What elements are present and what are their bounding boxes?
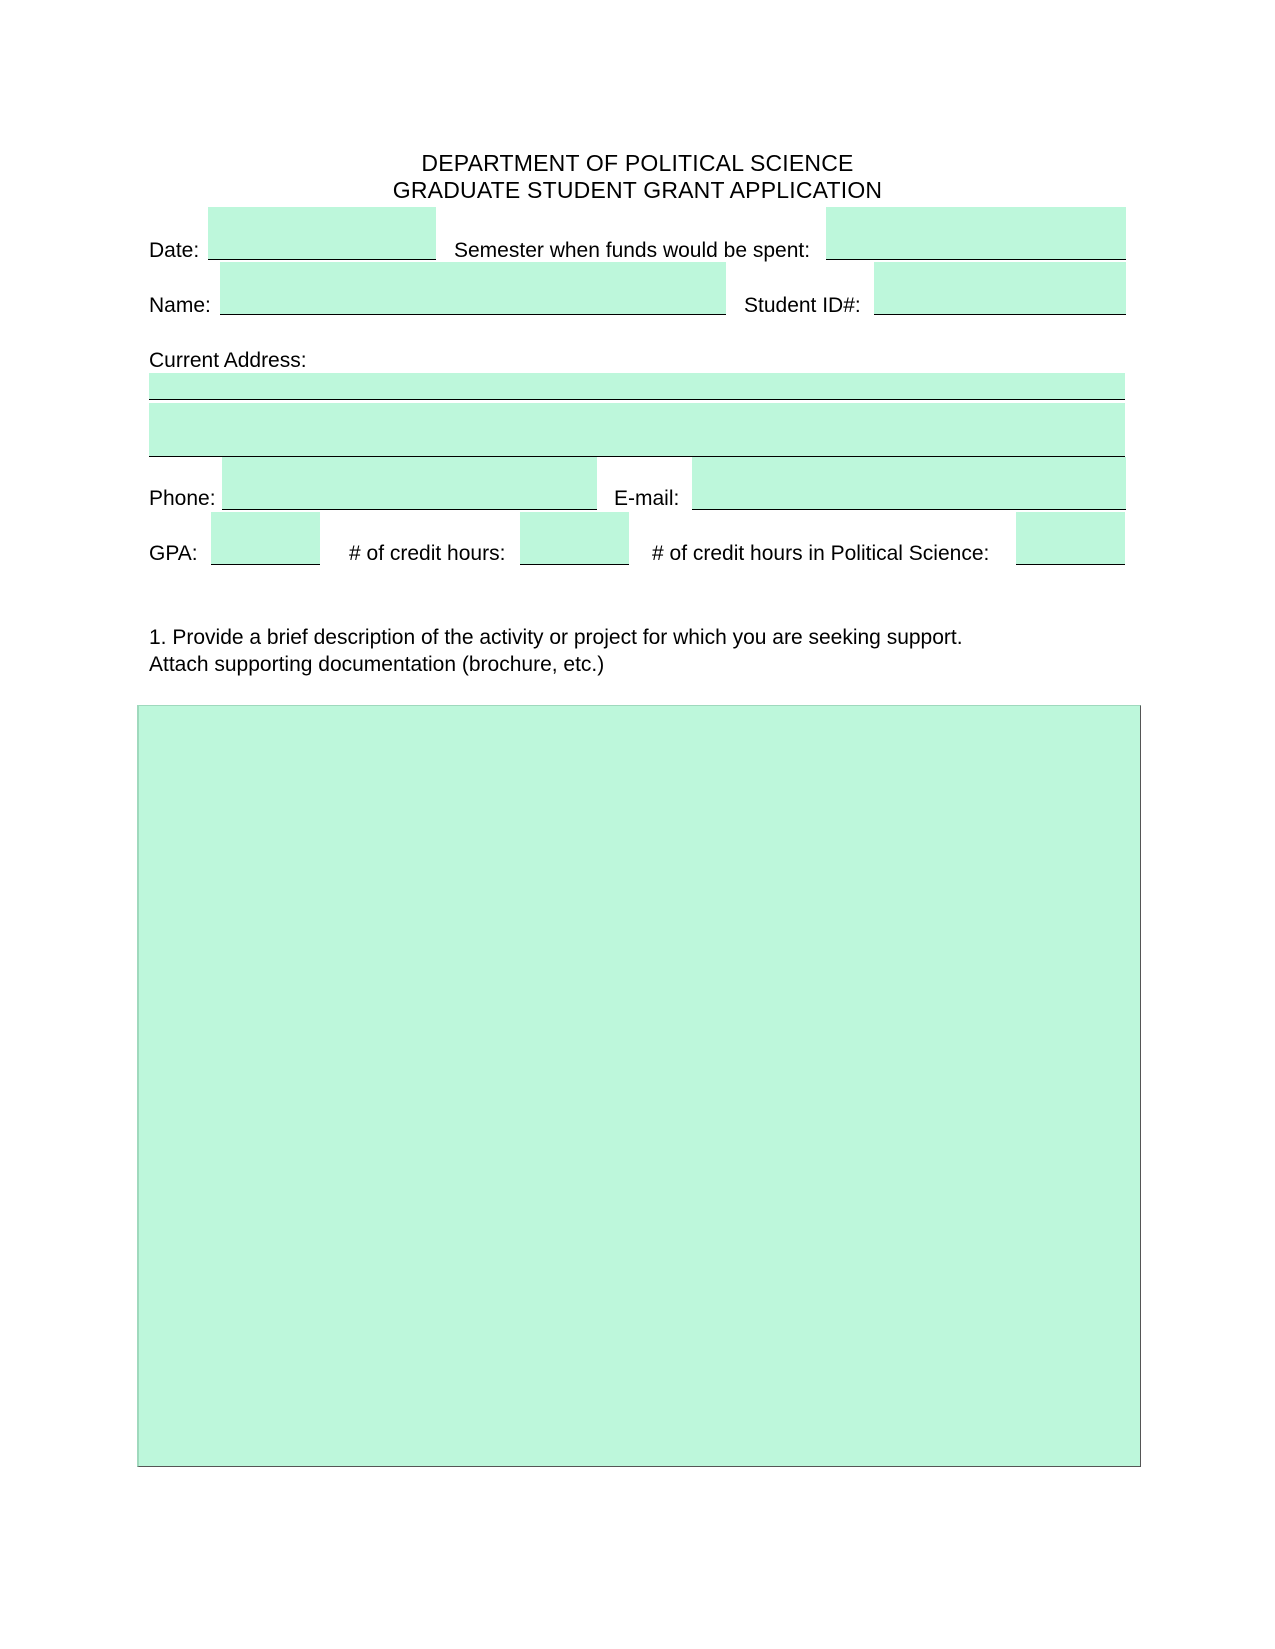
semester-field[interactable] xyxy=(826,207,1126,260)
student-id-label: Student ID#: xyxy=(744,294,861,317)
semester-label: Semester when funds would be spent: xyxy=(454,239,811,262)
address-line2-field[interactable] xyxy=(149,403,1125,457)
date-label: Date: xyxy=(149,239,200,262)
email-label: E-mail: xyxy=(614,487,680,510)
polisci-hours-field[interactable] xyxy=(1016,512,1125,565)
student-id-field[interactable] xyxy=(874,262,1126,315)
date-field[interactable] xyxy=(208,207,436,260)
question1-note: Attach supporting documentation (brochure, etc.) xyxy=(149,653,605,676)
question1-prompt: 1. Provide a brief description of the activity or project for which you are seeking support. xyxy=(149,626,963,649)
gpa-field[interactable] xyxy=(211,512,320,565)
address-line1-field[interactable] xyxy=(149,373,1125,400)
email-field[interactable] xyxy=(692,457,1126,510)
form-title-application: GRADUATE STUDENT GRANT APPLICATION xyxy=(392,177,883,203)
polisci-hours-label: # of credit hours in Political Science: xyxy=(652,542,990,565)
credit-hours-label: # of credit hours: xyxy=(349,542,506,565)
name-field[interactable] xyxy=(220,262,726,315)
question1-answer-box[interactable] xyxy=(137,705,1141,1467)
name-label: Name: xyxy=(149,294,211,317)
form-title-department: DEPARTMENT OF POLITICAL SCIENCE xyxy=(421,150,854,176)
phone-field[interactable] xyxy=(222,457,597,510)
credit-hours-field[interactable] xyxy=(520,512,629,565)
address-label: Current Address: xyxy=(149,349,307,372)
gpa-label: GPA: xyxy=(149,542,198,565)
phone-label: Phone: xyxy=(149,487,216,510)
